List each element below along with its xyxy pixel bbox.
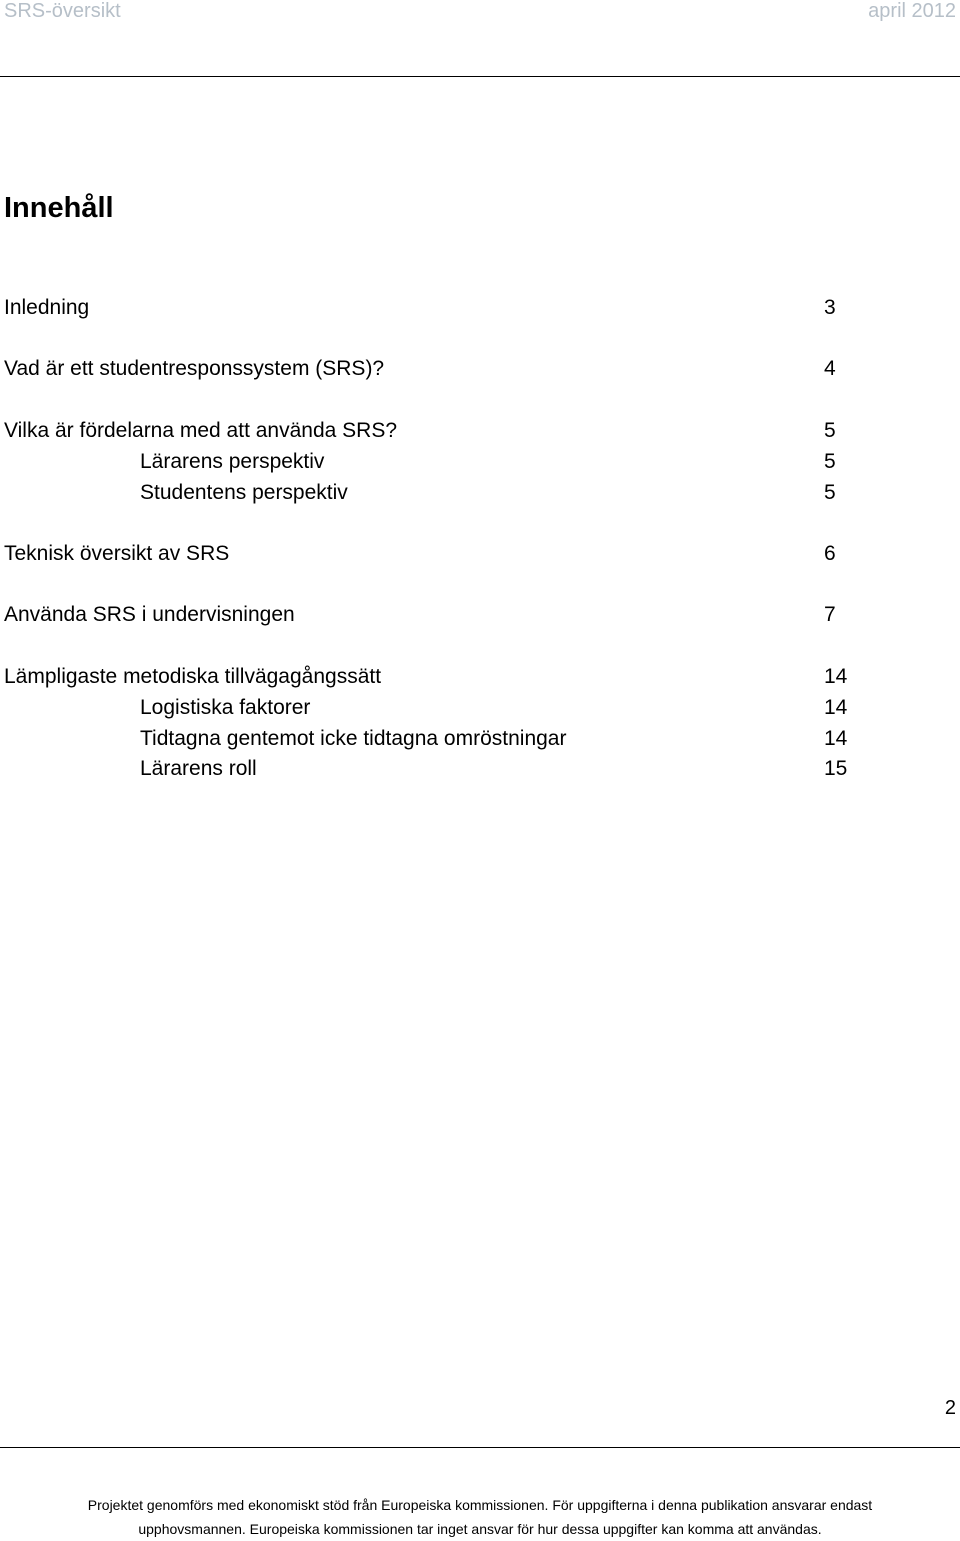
toc-entry-label: Inledning [4, 296, 90, 319]
toc-subentry-page: 14 [824, 696, 848, 719]
toc-heading: Innehåll [4, 192, 114, 224]
toc-entry-page: 4 [824, 357, 836, 380]
toc-subentry-page: 15 [824, 757, 848, 780]
toc-entry-label: Vad är ett studentresponssystem (SRS)? [4, 357, 385, 380]
toc-subentry-page: 14 [824, 727, 848, 750]
footer-divider [0, 1447, 960, 1448]
header-title: SRS-översikt [4, 0, 121, 22]
toc-subentry-label: Lärarens roll [140, 757, 257, 780]
toc-subentry-label: Lärarens perspektiv [140, 450, 325, 473]
toc-subentry-label: Tidtagna gentemot icke tidtagna omröstningar [140, 727, 567, 750]
toc-entry-label: Lämpligaste metodiska tillvägagångssätt [4, 665, 382, 688]
toc-subentry-page: 5 [824, 450, 836, 473]
toc-subentry-page: 5 [824, 481, 836, 504]
toc-entry-page: 7 [824, 603, 836, 626]
footer-line: Projektet genomförs med ekonomiskt stöd från Europeiska kommissionen. För uppgifterna i denna publikation ansvarar endast [87, 1497, 873, 1513]
toc-entry-page: 6 [824, 542, 836, 565]
page-number: 2 [944, 1397, 956, 1419]
toc-entry-page: 3 [824, 296, 836, 319]
header-date: april 2012 [868, 0, 956, 22]
toc-entry-label: Teknisk översikt av SRS [4, 542, 230, 565]
footer-line: upphovsmannen. Europeiska kommissionen tar inget ansvar för hur dessa uppgifter kan komma att användas. [138, 1521, 822, 1537]
toc-subentry-label: Logistiska faktorer [140, 696, 311, 719]
toc-entry-page: 5 [824, 419, 836, 442]
toc-entry-label: Använda SRS i undervisningen [4, 603, 295, 626]
toc-subentry-label: Studentens perspektiv [140, 481, 348, 504]
toc-entry-label: Vilka är fördelarna med att använda SRS? [4, 419, 398, 442]
toc-entry-page: 14 [824, 665, 848, 688]
header-divider [0, 76, 960, 77]
